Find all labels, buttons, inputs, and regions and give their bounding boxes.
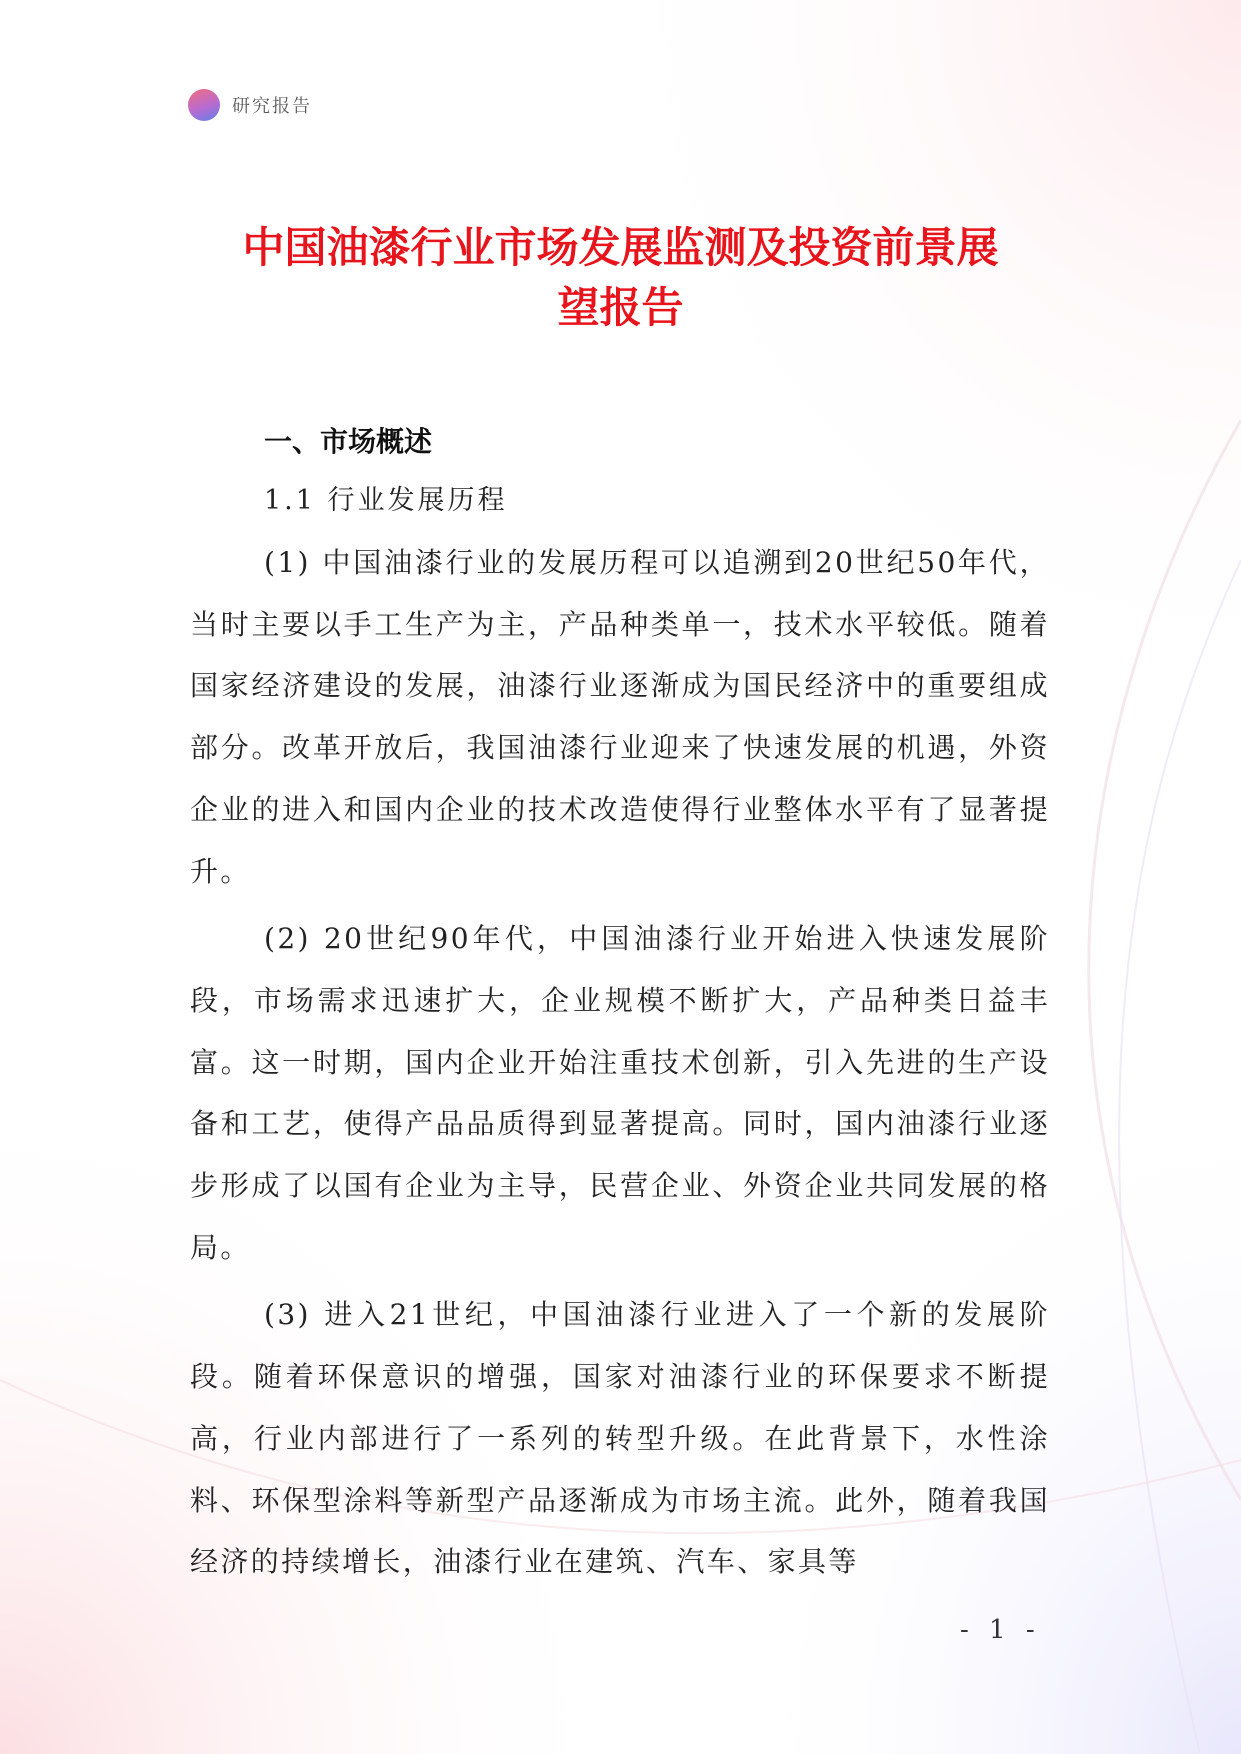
paragraph-1: (1) 中国油漆行业的发展历程可以追溯到20世纪50年代，当时主要以手工生产为主，产品种类单一，技术水平较低。随着国家经济建设的发展，油漆行业逐渐成为国民经济中的重要组成部分。改革开放后，我国油漆行业迎来了快速发展的机遇，外资企业的进入和国内企业的技术改造使得行业整体水平有了显著提升。 (190, 546, 1050, 888)
page-header (188, 88, 312, 122)
paragraph-3: (3) 进入21世纪，中国油漆行业进入了一个新的发展阶段。随着环保意识的增强，国家对油漆行业的环保要求不断提高，行业内部进行了一系列的转型升级。在此背景下，水性涂料、环保型涂料等新型产品逐渐成为市场主流。此外，随着我国经济的持续增长，油漆行业在建筑、汽车、家具等 (190, 1298, 1050, 1579)
subsection-heading: 1.1 行业发展历程 (264, 485, 508, 516)
paragraph-2: (2) 20世纪90年代，中国油漆行业开始进入快速发展阶段，市场需求迅速扩大，企业规模不断扩大，产品种类日益丰富。这一时期，国内企业开始注重技术创新，引入先进的生产设备和工艺，使得产品品质得到显著提高。同时，国内油漆行业逐步形成了以国有企业为主导，民营企业、外资企业共同发展的格局。 (190, 922, 1050, 1264)
document-title (150, 218, 1091, 338)
section-heading: 一、市场概述 (264, 425, 433, 458)
document-body (190, 418, 1050, 1593)
document-title-line-2: 望报告 (557, 283, 684, 332)
circle-gradient-logo-icon (188, 89, 220, 121)
page-number: - 1 - (960, 1615, 1041, 1645)
header-label: 研究报告 (232, 96, 312, 117)
document-title-line-1: 中国油漆行业市场发展监测及投资前景展 (242, 223, 999, 272)
